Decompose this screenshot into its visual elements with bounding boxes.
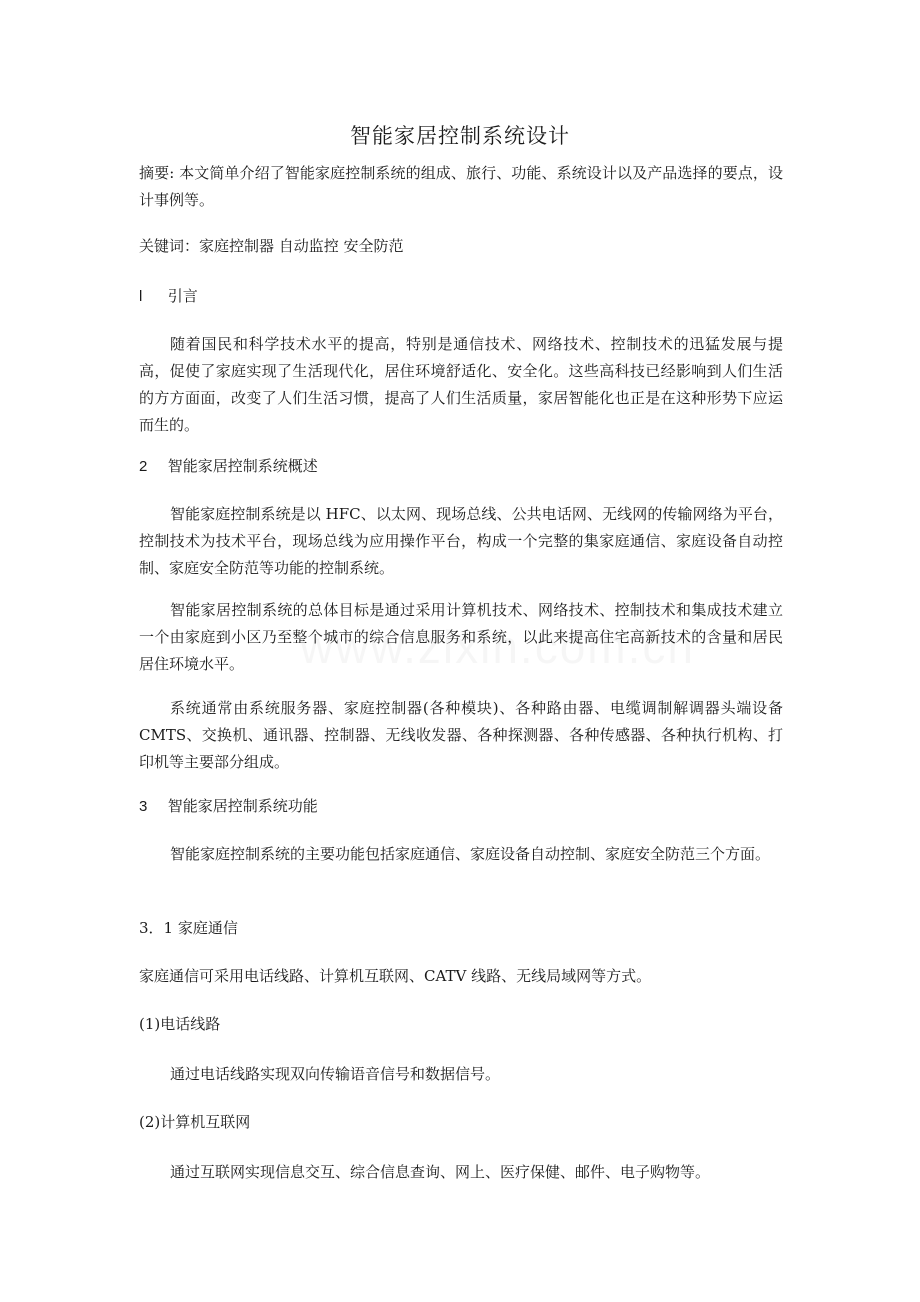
list-item-text: 通过电话线路实现双向传输语音信号和数据信号。 — [170, 1065, 501, 1083]
section-heading-2 — [139, 453, 783, 480]
section-title: 智能家居控制系统概述 — [167, 457, 318, 475]
section-heading-3 — [139, 793, 783, 820]
section-number: 2 — [139, 458, 148, 475]
list-item-label: (2)计算机互联网 — [139, 1113, 251, 1131]
paragraph: 系统通常由系统服务器、家庭控制器(各种模块)、各种路由器、电缆调制解调器头端设备 CMTS、交换机、通讯器、控制器、无线收发器、各种探测器、各种传感器、各种执行机构、打印机等主要部分组成。 — [139, 699, 783, 771]
paragraph: 智能家庭控制系统是以 HFC、以太网、现场总线、公共电话网、无线网的传输网络为平台，控制技术为技术平台，现场总线为应用操作平台，构成一个完整的集家庭通信、家庭设备自动控制、家庭安全防范等功能的控制系统。 — [139, 505, 783, 577]
section-title: 智能家居控制系统功能 — [167, 797, 318, 815]
section-heading-1 — [139, 283, 783, 310]
abstract: 摘要: 本文简单介绍了智能家庭控制系统的组成、旅行、功能、系统设计以及产品选择的要点，设计事例等。 — [139, 164, 783, 209]
section-title: 引言 — [167, 287, 198, 305]
list-item-text: 通过互联网实现信息交互、综合信息查询、网上、医疗保健、邮件、电子购物等。 — [170, 1163, 711, 1181]
subsection-heading: 3．1 家庭通信 — [139, 919, 238, 937]
paragraph: 智能家庭控制系统的主要功能包括家庭通信、家庭设备自动控制、家庭安全防范三个方面。 — [170, 845, 771, 863]
list-item-label: (1)电话线路 — [139, 1015, 221, 1033]
paragraph: 随着国民和科学技术水平的提高，特别是通信技术、网络技术、控制技术的迅猛发展与提高，促使了家庭实现了生活现代化，居住环境舒适化、安全化。这些高科技已经影响到人们生活的方方面面，改变了人们生活习惯，提高了人们生活质量，家居智能化也正是在这种形势下应运而生的。 — [139, 335, 783, 434]
keywords: 关键词：家庭控制器 自动监控 安全防范 — [139, 237, 404, 255]
paragraph: 家庭通信可采用电话线路、计算机互联网、CATV 线路、无线局域网等方式。 — [139, 967, 652, 985]
section-number: 3 — [139, 798, 148, 815]
document-title: 智能家居控制系统设计 — [350, 124, 570, 148]
section-number: l — [139, 288, 143, 305]
paragraph: 智能家居控制系统的总体目标是通过采用计算机技术、网络技术、控制技术和集成技术建立一个由家庭到小区乃至整个城市的综合信息服务和系统，以此来提高住宅高新技术的含量和居民居住环境水平。 — [139, 601, 783, 673]
